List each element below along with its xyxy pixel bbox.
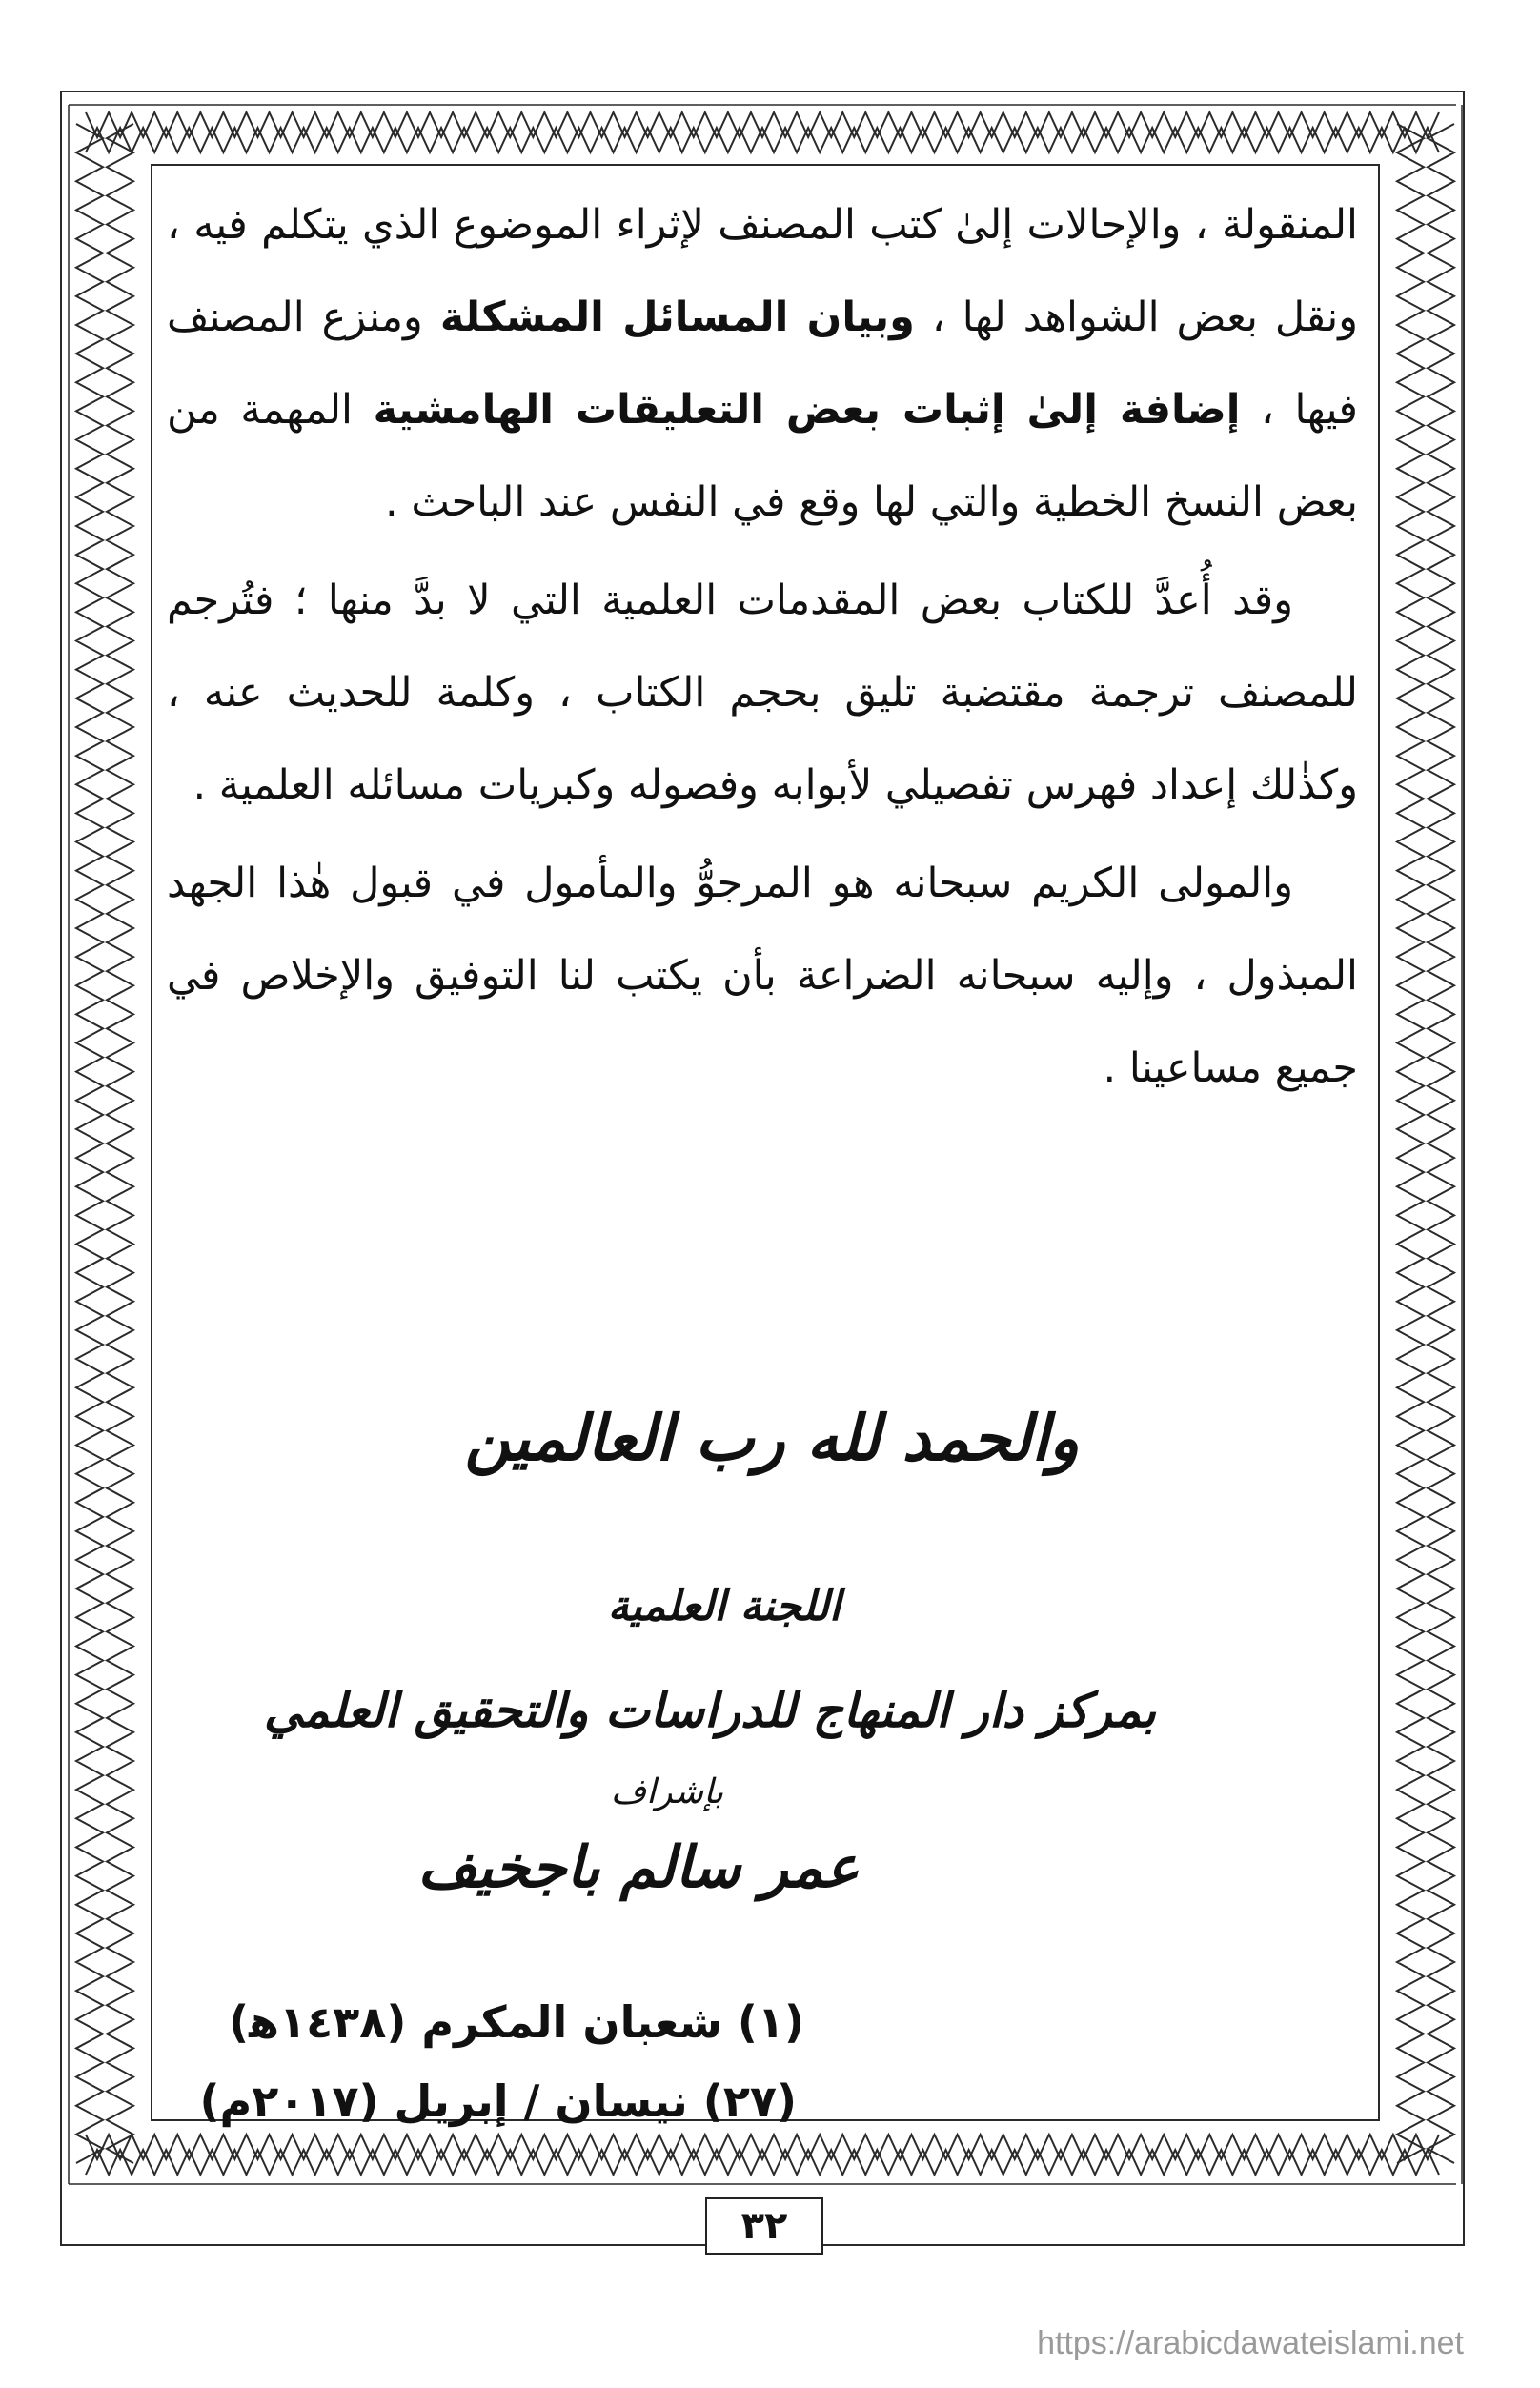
paragraph (167, 838, 1358, 1115)
border-zigzag (86, 2150, 1439, 2175)
main-text-body (167, 179, 1358, 1115)
paragraph (167, 179, 1358, 549)
text-run: المهمة من بعض النسخ الخطية والتي لها وقع في النفس عند الباحث . (167, 386, 1358, 526)
signature-committee: اللجنة العلمية (607, 1582, 841, 1630)
signature-supervision: بإشراف (610, 1772, 724, 1811)
border-zigzag (86, 128, 1439, 152)
bold-text-run: وبيان المسائل المشكلة (439, 293, 915, 341)
date-hijri: (١) شعبان المكرم (١٤٣٨ﻫ) (229, 1996, 804, 2048)
border-zigzag (86, 2135, 1439, 2159)
text-run: ومنزع المصنف فيها ، (167, 293, 1358, 434)
page-number: ٣٢ (705, 2197, 823, 2255)
border-zigzag (86, 112, 1439, 137)
watermark-url: https://arabicdawateislami.net (1037, 2325, 1464, 2361)
text-run: والمولى الكريم سبحانه هو المرجوُّ والمأمول في قبول هٰذا الجهد المبذول ، وإليه سبحانه الضراعة بأن يكتب لنا التوفيق والإخلاص في جميع مساعينا . (167, 860, 1358, 1092)
bold-text-run: إضافة إلىٰ إثبات بعض التعليقات الهامشية (373, 386, 1241, 434)
border-zigzag (1397, 124, 1424, 2163)
border-zigzag (1428, 124, 1454, 2163)
paragraph (167, 555, 1358, 832)
text-run: وقد أُعدَّ للكتاب بعض المقدمات العلمية التي لا بدَّ منها ؛ فتُرجم للمصنف ترجمة مقتضبة تليق بحجم الكتاب ، وكلمة للحديث عنه ، وكذٰلك إعداد فهرس تفصيلي لأبوابه وفصوله وكبريات مسائله العلمية . (167, 577, 1358, 809)
signature-center: بمركز دار المنهاج للدراسات والتحقيق العلمي (263, 1682, 1157, 1738)
border-zigzag (76, 124, 103, 2163)
signature-name: عمر سالم باجخيف (417, 1834, 860, 1901)
border-zigzag (107, 124, 133, 2163)
closing-phrase: والحمد لله رب العالمين (464, 1401, 1080, 1475)
date-gregorian: (٢٧) نيسان / إبريل (٢٠١٧م) (199, 2075, 797, 2127)
text-run: المنقولة ، والإحالات إلىٰ كتب المصنف لإثراء الموضوع الذي يتكلم فيه ، ونقل بعض الشواهد لها ، (167, 201, 1358, 341)
